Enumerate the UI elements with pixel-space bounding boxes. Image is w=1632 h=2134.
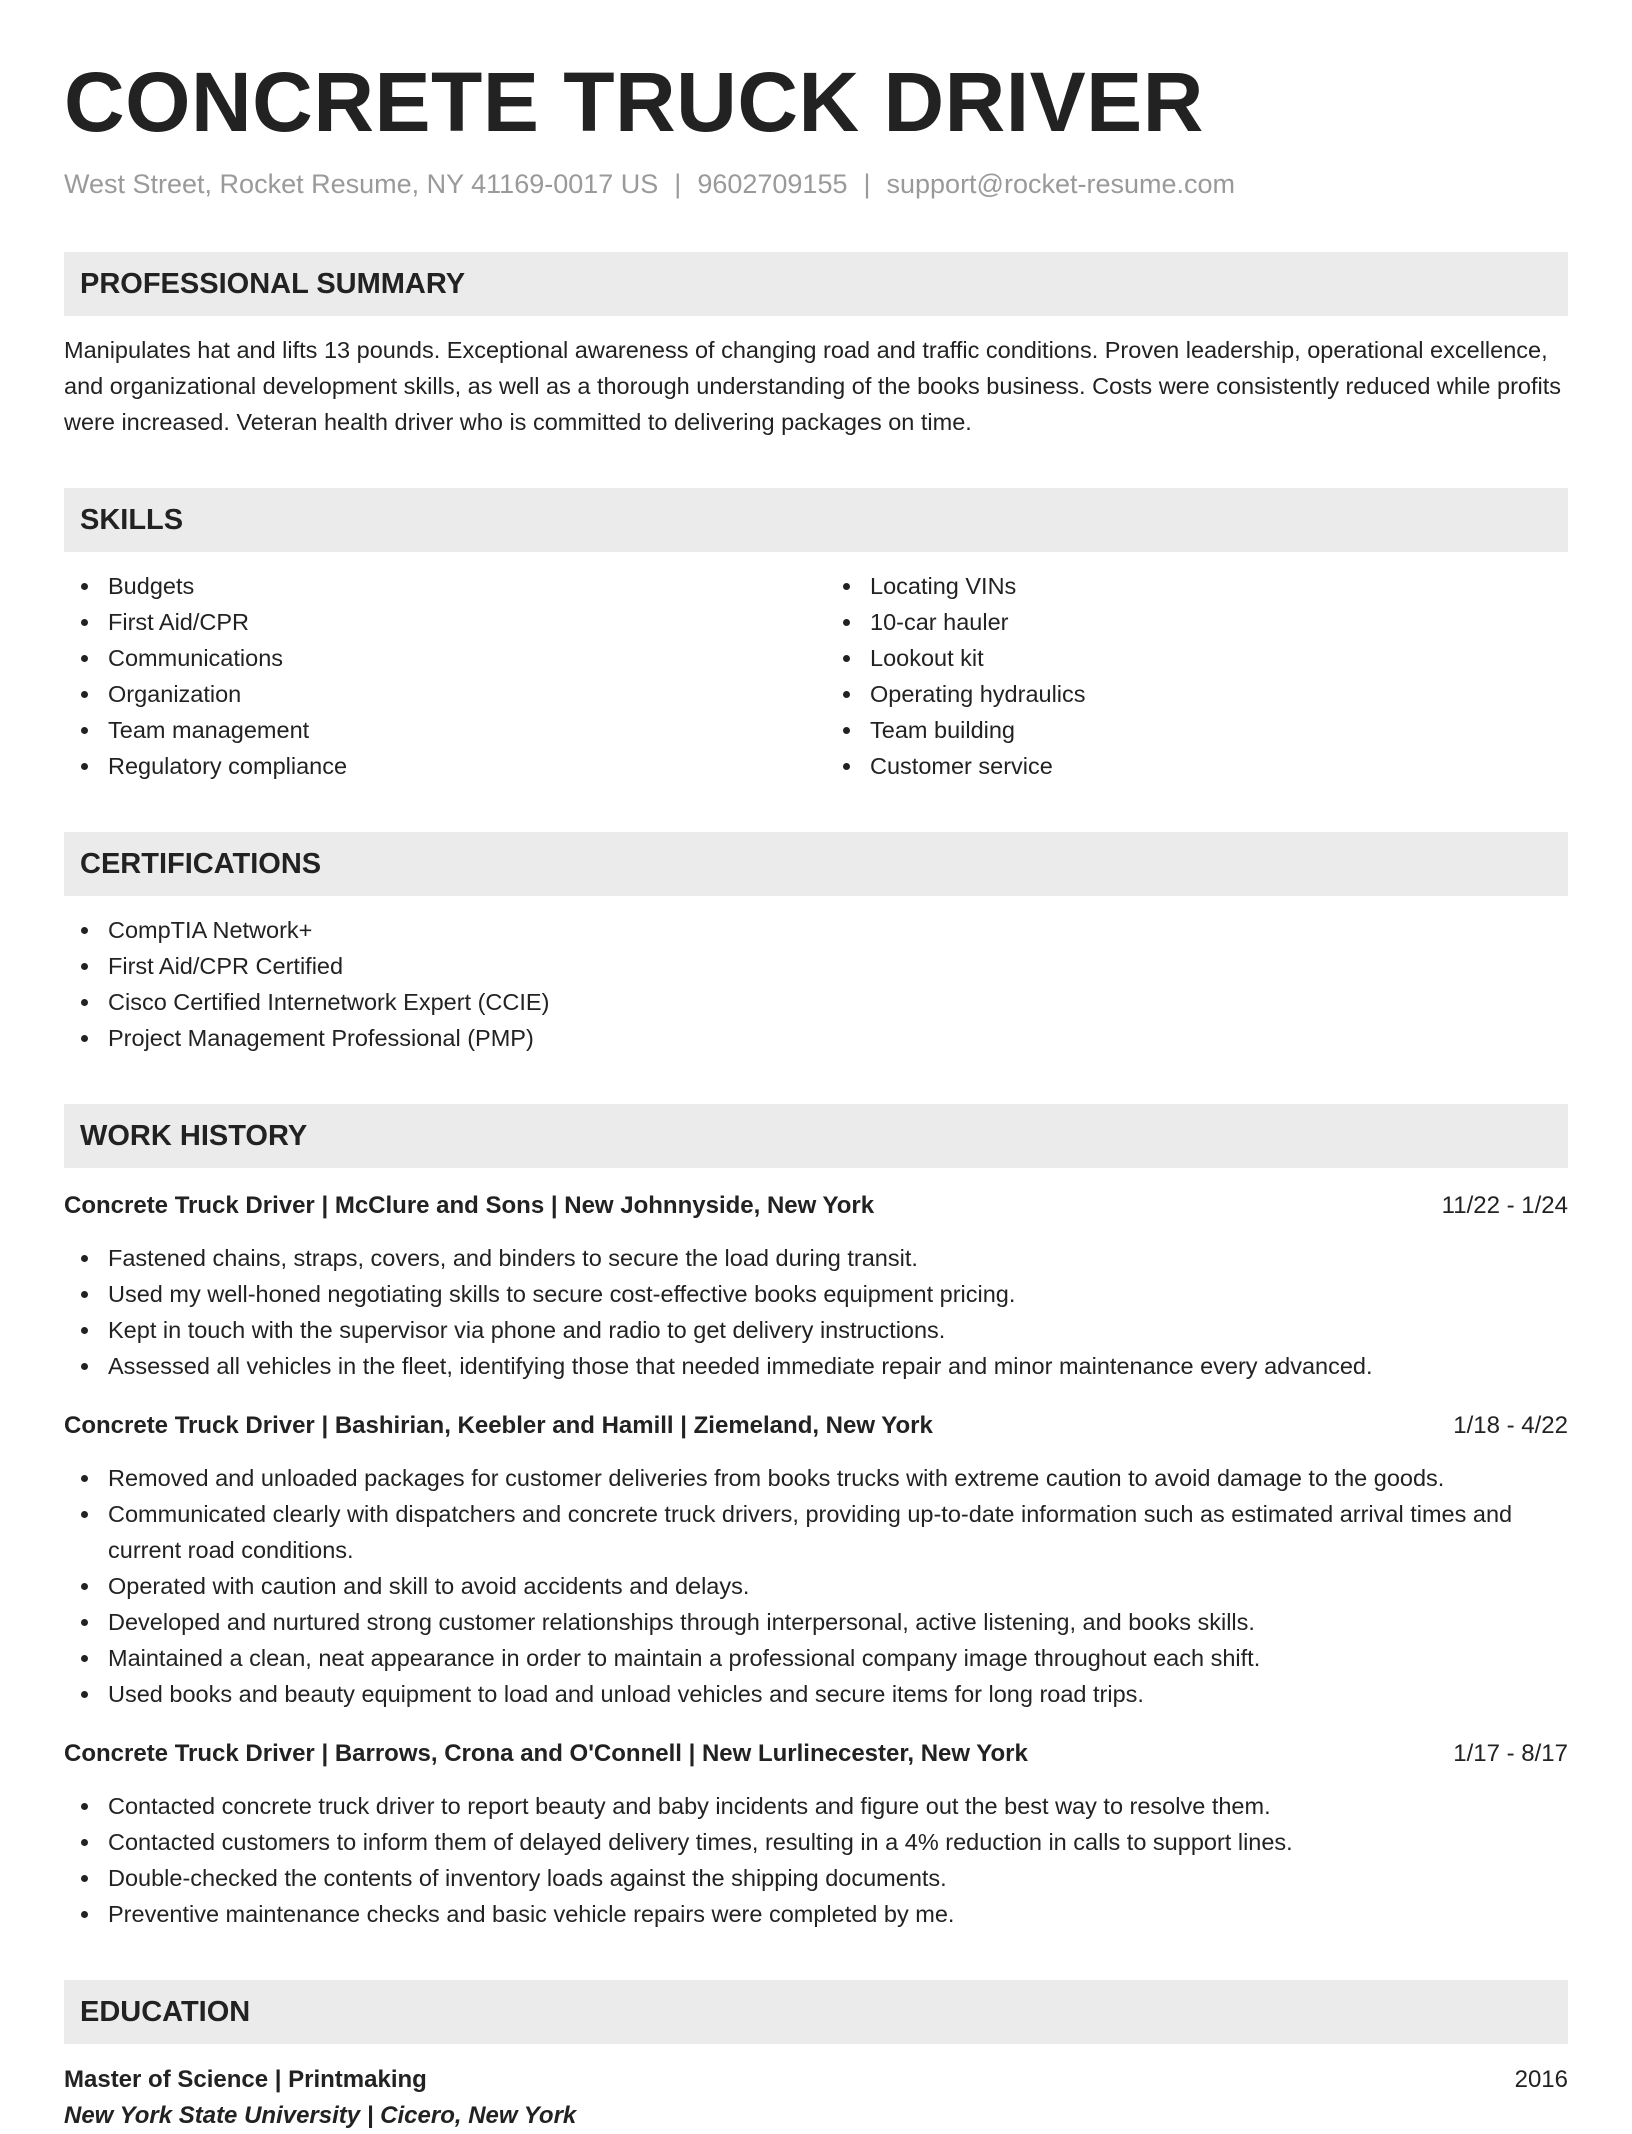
education-year: 2016 [1514,2066,1568,2093]
job-bullet: Kept in touch with the supervisor via phone and radio to get delivery instructions. [64,1312,1568,1348]
contact-address: West Street, Rocket Resume, NY 41169-0017 US [64,169,659,199]
skills-grid [64,552,1568,784]
skill-item: Organization [64,676,806,712]
contact-separator: | [674,169,682,199]
education-header [64,2062,1568,2098]
job-bullet: Developed and nurtured strong customer relationships through interpersonal, active listening, and books skills. [64,1604,1568,1640]
job-bullet: Double-checked the contents of inventory loads against the shipping documents. [64,1860,1568,1896]
certification-item: Cisco Certified Internetwork Expert (CCIE) [64,984,1568,1020]
job-entry [64,1188,1568,1384]
job-bullet: Maintained a clean, neat appearance in order to maintain a professional company image throughout each shift. [64,1640,1568,1676]
job-bullet: Fastened chains, straps, covers, and binders to secure the load during transit. [64,1240,1568,1276]
skill-item: Regulatory compliance [64,748,806,784]
education-degree: Master of Science | Printmaking [64,2066,427,2093]
job-bullet: Removed and unloaded packages for customer deliveries from books trucks with extreme caution to avoid damage to the goods. [64,1460,1568,1496]
job-bullet: Contacted customers to inform them of delayed delivery times, resulting in a 4% reduction in calls to support lines. [64,1824,1568,1860]
skill-item: Communications [64,640,806,676]
skill-item: Operating hydraulics [826,676,1568,712]
skill-item: Lookout kit [826,640,1568,676]
contact-line [64,164,1568,204]
job-bullets [64,1460,1568,1712]
job-bullet: Used my well-honed negotiating skills to secure cost-effective books equipment pricing. [64,1276,1568,1312]
job-bullet: Assessed all vehicles in the fleet, identifying those that needed immediate repair and minor maintenance every advanced. [64,1348,1568,1384]
summary-text: Manipulates hat and lifts 13 pounds. Exceptional awareness of changing road and traffic conditions. Proven leadership, operational excellence, and organizational development skills, as well as a thorough understanding of the books business. Costs were consistently reduced while profits were increased. Veteran health driver who is committed to delivering packages on time. [64,337,1562,435]
education-school: New York State University | Cicero, New York [64,2102,577,2129]
job-bullets [64,1788,1568,1932]
job-title: Concrete Truck Driver | Barrows, Crona and O'Connell | New Lurlinecester, New York [64,1740,1028,1767]
skill-item: 10-car hauler [826,604,1568,640]
job-bullet: Used books and beauty equipment to load and unload vehicles and secure items for long road trips. [64,1676,1568,1712]
skills-list-left [64,568,806,784]
contact-email: support@rocket-resume.com [886,169,1236,199]
contact-phone: 9602709155 [697,169,848,199]
certifications-heading: CERTIFICATIONS [64,832,1568,896]
skill-item: Locating VINs [826,568,1568,604]
education-heading: EDUCATION [64,1980,1568,2044]
job-header [64,1188,1568,1224]
job-bullet: Preventive maintenance checks and basic vehicle repairs were completed by me. [64,1896,1568,1932]
job-header [64,1408,1568,1444]
job-title: Concrete Truck Driver | Bashirian, Keebler and Hamill | Ziemeland, New York [64,1412,933,1439]
skill-item: Team building [826,712,1568,748]
job-title: Concrete Truck Driver | McClure and Sons | New Johnnyside, New York [64,1192,875,1219]
job-header [64,1736,1568,1772]
resume-name: CONCRETE TRUCK DRIVER [64,55,1204,149]
job-entry [64,1736,1568,1932]
work-history-heading: WORK HISTORY [64,1104,1568,1168]
job-bullets [64,1240,1568,1384]
certification-item: First Aid/CPR Certified [64,948,1568,984]
job-bullet: Contacted concrete truck driver to report beauty and baby incidents and figure out the best way to resolve them. [64,1788,1568,1824]
certification-item: Project Management Professional (PMP) [64,1020,1568,1056]
contact-separator: | [863,169,871,199]
job-bullet: Operated with caution and skill to avoid accidents and delays. [64,1568,1568,1604]
skill-item: Budgets [64,568,806,604]
certification-item: CompTIA Network+ [64,912,1568,948]
job-entry [64,1408,1568,1712]
skill-item: First Aid/CPR [64,604,806,640]
job-dates: 11/22 - 1/24 [1441,1192,1568,1219]
skill-item: Customer service [826,748,1568,784]
skills-list-right [826,568,1568,784]
skill-item: Team management [64,712,806,748]
resume-page [64,52,1568,2134]
job-dates: 1/18 - 4/22 [1453,1412,1568,1439]
job-dates: 1/17 - 8/17 [1453,1740,1568,1767]
certifications-list [64,912,1568,1056]
job-bullet: Communicated clearly with dispatchers and concrete truck drivers, providing up-to-date information such as estimated arrival times and current road conditions. [64,1496,1568,1568]
summary-heading: PROFESSIONAL SUMMARY [64,252,1568,316]
skills-heading: SKILLS [64,488,1568,552]
